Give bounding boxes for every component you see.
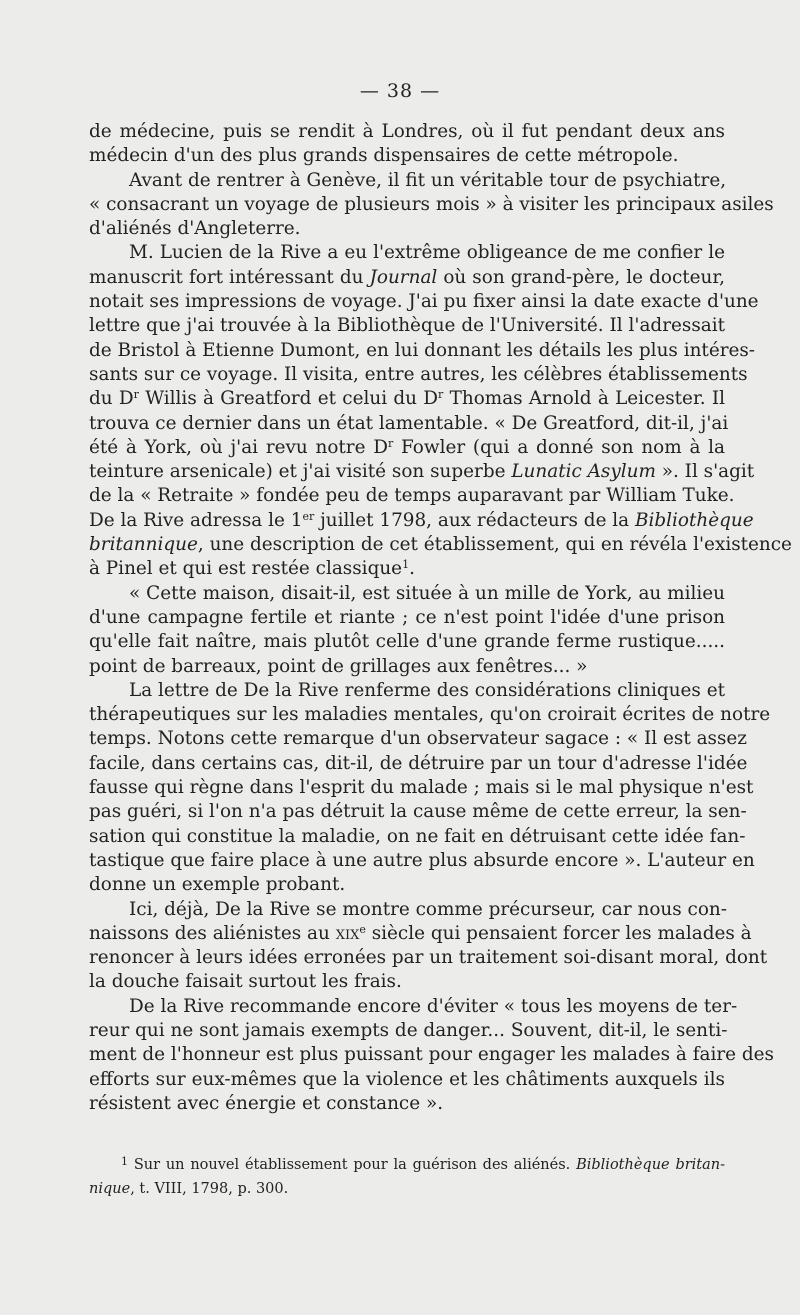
- footnote: [89, 1150, 725, 1201]
- text-line: de la « Retraite » fondée peu de temps auparavant par William Tuke.: [89, 485, 735, 507]
- superscript: r: [438, 388, 444, 402]
- text-line: efforts sur eux-mêmes que la violence et les châtiments auxquels ils: [89, 1068, 725, 1090]
- text-line: médecin d'un des plus grands dispensaires de cette métropole.: [89, 145, 679, 167]
- text-line: [89, 460, 755, 484]
- text-run: .: [409, 558, 415, 580]
- text-line: la douche faisait surtout les frais.: [89, 971, 402, 993]
- superscript: er: [302, 509, 315, 523]
- text-line: [89, 557, 725, 581]
- text-run: teinture arsenicale) et j'ai visité son superbe: [89, 461, 512, 483]
- italic-text: Bibliothèque: [635, 509, 754, 531]
- text-run: , une description de cet établissement, qui en révéla l'existence: [197, 534, 792, 556]
- italic-text: nique: [89, 1181, 131, 1197]
- text-line: Avant de rentrer à Genève, il fit un véritable tour de psychiatre,: [129, 169, 727, 191]
- text-line: sants sur ce voyage. Il visita, entre autres, les célèbres établissements: [89, 363, 748, 385]
- text-run: Ici, déjà, De la Rive se montre comme précurseur, car nous con-: [129, 898, 727, 920]
- text-run: Fowler (qui a donné son nom à la: [393, 436, 726, 458]
- text-run: Thomas Arnold à Leicester. Il: [443, 388, 725, 410]
- superscript: 1: [402, 558, 410, 572]
- text-line: fausse qui règne dans l'esprit du malade ; mais si le mal physique n'est: [89, 777, 754, 799]
- text-run: Sur un nouvel établissement pour la guérison des aliénés.: [128, 1157, 577, 1173]
- text-run: De la Rive adressa le 1: [89, 509, 303, 531]
- italic-text: Bibliothèque britan-: [576, 1157, 726, 1173]
- superscript: r: [387, 436, 394, 450]
- italic-text: britannique: [89, 534, 198, 556]
- text-run: Willis à Greatford et celui du D: [138, 388, 439, 410]
- text-line: [89, 266, 725, 290]
- text-line: [89, 509, 754, 533]
- footnote-line: [89, 1150, 725, 1177]
- text-run: du D: [89, 388, 134, 410]
- text-line: notait ses impressions de voyage. J'ai pu fixer ainsi la date exacte d'une: [89, 291, 759, 313]
- text-line: de Bristol à Etienne Dumont, en lui donnant les détails les plus intéres-: [89, 339, 756, 361]
- text-line: M. Lucien de la Rive a eu l'extrême obligeance de me confier le: [129, 242, 725, 264]
- text-line: [89, 533, 792, 557]
- footnote-line: [89, 1177, 725, 1201]
- text-line: résistent avec énergie et constance ».: [89, 1092, 444, 1114]
- text-run: xix: [335, 922, 360, 944]
- text-run: , t. VIII, 1798, p. 300.: [130, 1181, 289, 1197]
- text-line: de médecine, puis se rendit à Londres, où il fut pendant deux ans: [89, 121, 725, 142]
- body-text: [89, 120, 792, 1116]
- text-run: ». Il s'agit: [655, 461, 755, 483]
- text-line: d'une campagne fertile et riante ; ce n'est point l'idée d'une prison: [89, 606, 725, 628]
- superscript: e: [359, 922, 366, 936]
- page-number: — 38 —: [359, 80, 441, 102]
- text-line: renoncer à leurs idées erronées par un traitement soi-disant moral, dont: [89, 947, 768, 969]
- text-line: thérapeutiques sur les maladies mentales, qu'on croirait écrites de notre: [89, 704, 771, 726]
- superscript: r: [133, 388, 139, 402]
- italic-text: Lunatic Asylum: [511, 461, 656, 483]
- text-line: pas guéri, si l'on n'a pas détruit la cause même de cette erreur, la sen-: [89, 801, 747, 823]
- text-line: « Cette maison, disait-il, est située à un mille de York, au milieu: [129, 582, 725, 604]
- text-run: siècle qui pensaient forcer les malades à: [365, 922, 752, 944]
- text-run: à Pinel et qui est restée classique: [89, 558, 403, 580]
- text-run: juillet 1798, aux rédacteurs de la: [314, 509, 635, 531]
- text-run: naissons des aliénistes au: [89, 922, 336, 944]
- text-line: reur qui ne sont jamais exempts de danger... Souvent, dit-il, le senti-: [89, 1019, 728, 1041]
- text-line: tastique que faire place à une autre plus absurde encore ». L'auteur en: [89, 849, 755, 871]
- text-line: De la Rive recommande encore d'éviter « tous les moyens de ter-: [129, 995, 738, 1017]
- text-line: lettre que j'ai trouvée à la Bibliothèque de l'Université. Il l'adressait: [89, 315, 725, 337]
- text-run: où son grand-père, le docteur,: [437, 266, 725, 288]
- footnote-marker: 1: [121, 1155, 128, 1168]
- text-line: La lettre de De la Rive renferme des considérations cliniques et: [129, 679, 725, 701]
- text-line: temps. Notons cette remarque d'un observateur sagace : « Il est assez: [89, 728, 747, 750]
- text-line: donne un exemple probant.: [89, 874, 346, 896]
- text-run: été à York, où j'ai revu notre D: [89, 436, 388, 458]
- text-line: d'aliénés d'Angleterre.: [89, 218, 301, 240]
- text-run: manuscrit fort intéressant du: [89, 266, 370, 288]
- text-line: [89, 898, 725, 922]
- text-line: ment de l'honneur est plus puissant pour engager les malades à faire des: [89, 1044, 774, 1066]
- text-line: [89, 387, 725, 411]
- italic-text: Journal: [369, 266, 438, 288]
- text-line: [89, 436, 725, 460]
- text-line: [89, 922, 752, 946]
- text-line: point de barreaux, point de grillages aux fenêtres... »: [89, 655, 588, 677]
- text-line: « consacrant un voyage de plusieurs mois » à visiter les principaux asiles: [89, 193, 774, 215]
- text-line: trouva ce dernier dans un état lamentable. « De Greatford, dit-il, j'ai: [89, 412, 729, 434]
- text-line: qu'elle fait naître, mais plutôt celle d'une grande ferme rustique.....: [89, 631, 725, 653]
- text-line: facile, dans certains cas, dit-il, de détruire par un tour d'adresse l'idée: [89, 752, 748, 774]
- text-line: sation qui constitue la maladie, on ne fait en détruisant cette idée fan-: [89, 825, 746, 847]
